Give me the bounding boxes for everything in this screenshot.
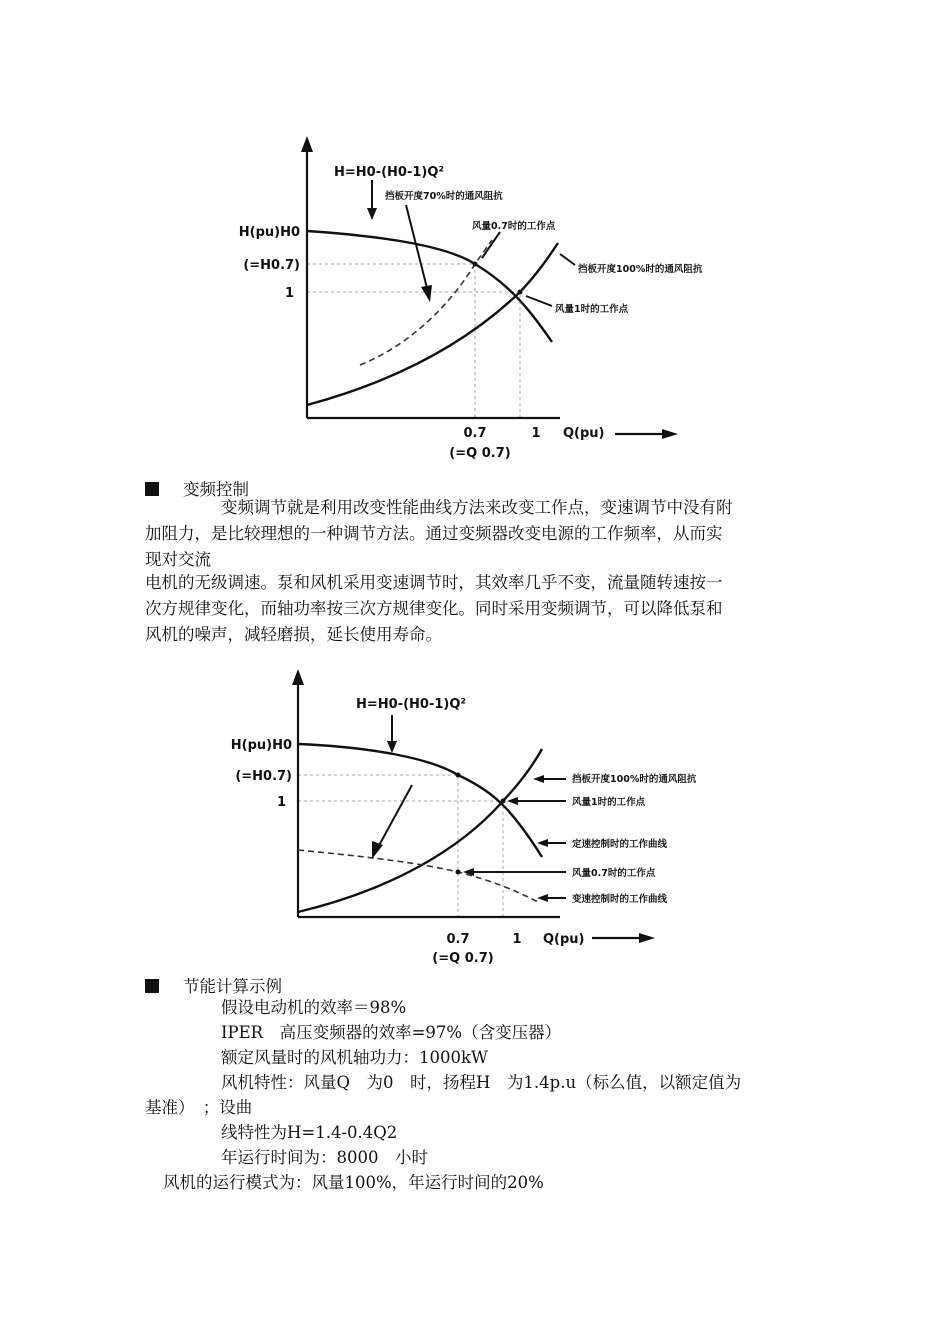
ann-point1: 风量1时的工作点 [572,797,646,808]
figure-1-fan-curve [0,0,950,470]
section-title: 变频控制 [183,480,249,499]
calc-line: 风机特性：风量Q 为0 时，扬程H 为1.4p.u（标么值，以额定值为 [221,1073,742,1092]
bullet-square-icon [145,979,159,993]
y-axis-arrowhead [292,669,304,685]
calc-line: 风机的运行模式为：风量100%，年运行时间的20% [163,1173,544,1192]
ann2-arrowhead [507,797,518,805]
point-q1 [518,290,523,295]
point-q07-variable [456,870,461,875]
ann3-arrowhead [537,839,548,847]
guide-h1 [298,801,503,917]
ann-point1: 风量1时的工作点 [555,304,629,315]
damper70-arrowhead [421,285,432,302]
ann1-arrowhead [533,775,544,783]
paragraph-line: 风机的噪声，减轻磨损，延长使用寿命。 [145,625,442,644]
long-arrowhead [372,841,383,859]
x-axis-arrowhead [639,933,655,943]
y-tick-h07: (=H0.7) [243,258,300,273]
calc-line: 额定风量时的风机轴功力：1000kW [221,1048,488,1067]
paragraph-line: 加阻力，是比较理想的一种调节方法。通过变频器改变电源的工作频率，从而实 [145,524,723,543]
paragraph-line: 电机的无级调速。泵和风机采用变速调节时，其效率几乎不变，流量随转速按一 [145,573,723,592]
ann-damper100: 挡板开度100%时的通风阻抗 [572,774,697,785]
calc-line: 年运行时间为：8000 小时 [221,1148,428,1167]
formula-arrowhead [367,208,377,220]
point07-arrow [482,232,500,258]
figure-2-speed-control [0,655,950,970]
ann-variable-speed: 变速控制时的工作曲线 [572,894,668,905]
point1-arrow [526,296,552,306]
x-tick-07: 0.7 [463,426,487,441]
x-tick-1: 1 [531,426,541,441]
formula-arrowhead [387,741,397,753]
calc-line: 线特性为H=1.4-0.4Q2 [221,1123,398,1142]
y-tick-h07: (=H0.7) [235,769,292,784]
paragraph-line: 次方规律变化，而轴功率按三次方规律变化。同时采用变频调节，可以降低泵和 [145,599,723,618]
ann-point07: 风量0.7时的工作点 [572,868,656,879]
guide-h1 [307,292,520,418]
x-tick-1: 1 [512,932,522,947]
paragraph-line: 变频调节就是利用改变性能曲线方法来改变工作点，变速调节中没有附 [221,498,733,517]
ann-fixed-speed: 定速控制时的工作曲线 [572,839,668,850]
section-heading-energy [145,973,282,997]
y-axis-label: H(pu)H0 [230,738,292,753]
damper-70-resistance-curve [360,240,492,365]
formula-label: H=H0-(H0-1)Q² [356,697,467,712]
y-axis-arrowhead [301,136,313,152]
x-tick-07-sub: (=Q 0.7) [432,951,494,966]
ann-damper70: 挡板开度70%时的通风阻抗 [385,191,503,202]
x-axis-label: Q(pu) [543,932,585,947]
x-tick-07-sub: (=Q 0.7) [449,446,511,461]
x-axis-arrowhead [662,429,678,439]
x-tick-07: 0.7 [446,932,470,947]
calc-line: 基准） ；设曲 [145,1098,253,1117]
ann-point07: 风量0.7时的工作点 [472,221,556,232]
ann-damper100: 挡板开度100%时的通风阻抗 [578,264,703,275]
calc-line: 假设电动机的效率＝98% [221,998,407,1017]
y-tick-1: 1 [276,795,286,810]
x-axis-label: Q(pu) [563,426,605,441]
variable-speed-curve [298,850,540,903]
y-axis-label: H(pu)H0 [238,225,300,240]
ann5-arrowhead [537,894,548,902]
formula-label: H=H0-(H0-1)Q² [334,165,445,180]
damper100-arrow [560,254,575,265]
point-q07 [473,262,478,267]
guide-h07 [307,264,475,418]
y-tick-1: 1 [284,286,294,301]
long-arrow [376,785,412,851]
bullet-square-icon [145,482,159,496]
point-q1 [501,799,506,804]
point-h07 [456,773,461,778]
section-title: 节能计算示例 [183,977,282,996]
damper70-arrow [406,205,428,292]
calc-line: IPER 高压变频器的效率=97%（含变压器） [221,1023,562,1042]
paragraph-line: 现对交流 [145,550,211,569]
